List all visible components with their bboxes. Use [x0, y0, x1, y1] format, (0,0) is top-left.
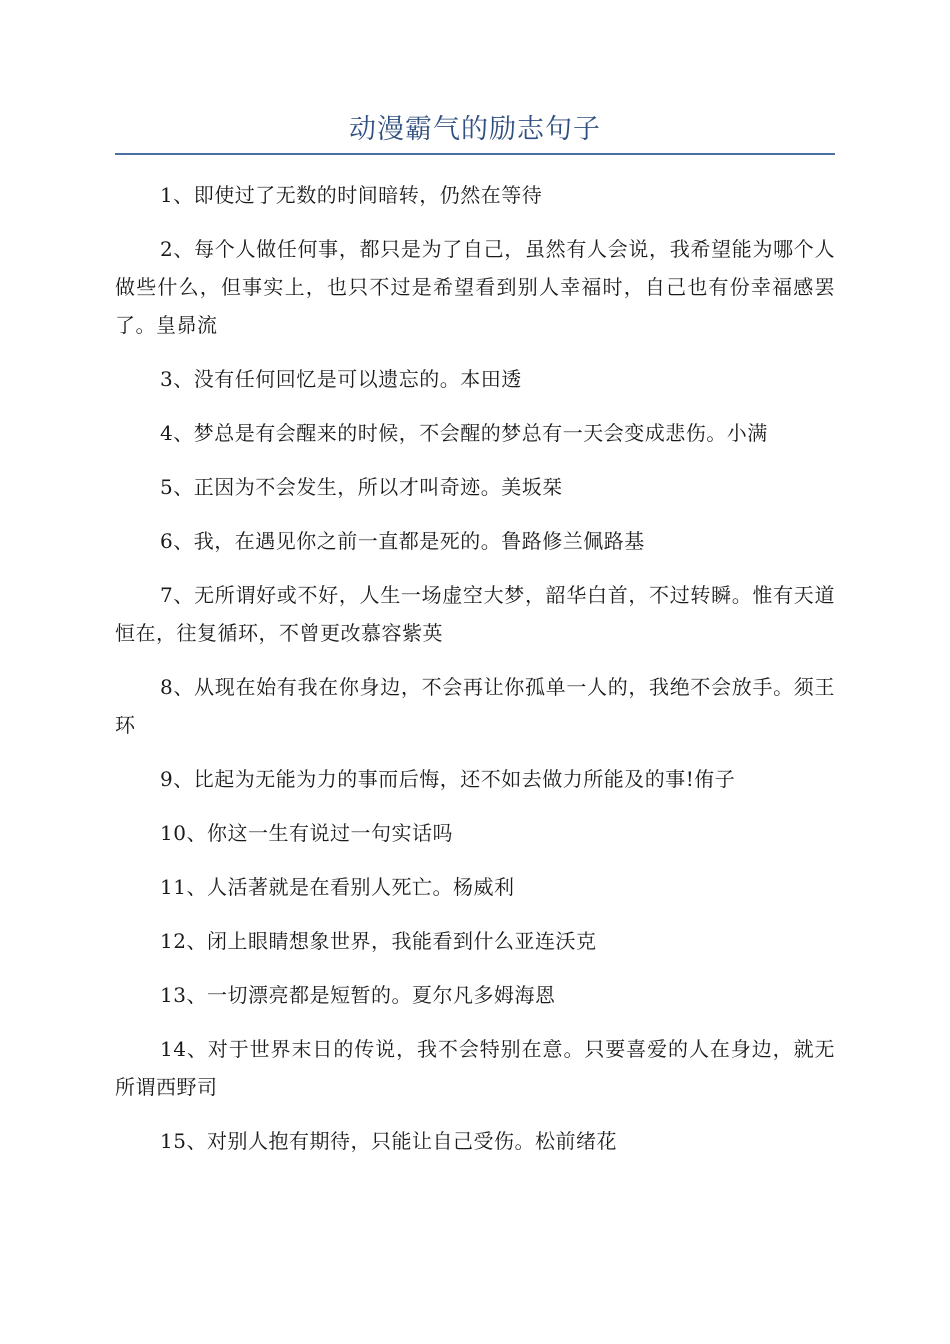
quote-paragraph-8: 8、从现在始有我在你身边，不会再让你孤单一人的，我绝不会放手。须王环	[115, 675, 835, 737]
quote-paragraph-3: 3、没有任何回忆是可以遗忘的。本田透	[160, 367, 522, 391]
quote-paragraph-11: 11、人活著就是在看别人死亡。杨威利	[160, 875, 515, 899]
document-body	[115, 176, 835, 1176]
quote-paragraph-10: 10、你这一生有说过一句实话吗	[160, 821, 453, 845]
quote-paragraph-5: 5、正因为不会发生，所以才叫奇迹。美坂栞	[160, 475, 563, 499]
title-underline	[115, 153, 835, 155]
quote-paragraph-15: 15、对别人抱有期待，只能让自己受伤。松前绪花	[160, 1129, 617, 1153]
page-title: 动漫霸气的励志句子	[349, 114, 601, 145]
quote-paragraph-4: 4、梦总是有会醒来的时候，不会醒的梦总有一天会变成悲伤。小满	[160, 421, 768, 445]
quote-paragraph-9: 9、比起为无能为力的事而后悔，还不如去做力所能及的事!侑子	[160, 767, 736, 791]
quote-paragraph-1: 1、即使过了无数的时间暗转，仍然在等待	[160, 183, 543, 207]
quote-paragraph-13: 13、一切漂亮都是短暂的。夏尔凡多姆海恩	[160, 983, 556, 1007]
quote-paragraph-12: 12、闭上眼睛想象世界，我能看到什么亚连沃克	[160, 929, 597, 953]
quote-paragraph-6: 6、我，在遇见你之前一直都是死的。鲁路修兰佩路基	[160, 529, 645, 553]
quote-paragraph-7: 7、无所谓好或不好，人生一场虚空大梦，韶华白首，不过转瞬。惟有天道恒在，往复循环，不曾更改慕容紫英	[115, 583, 835, 645]
quote-paragraph-2: 2、每个人做任何事，都只是为了自己，虽然有人会说，我希望能为哪个人做些什么，但事实上，也只不过是希望看到别人幸福时，自己也有份幸福感罢了。皇昴流	[115, 237, 835, 337]
quote-paragraph-14: 14、对于世界末日的传说，我不会特别在意。只要喜爱的人在身边，就无所谓西野司	[115, 1037, 835, 1099]
